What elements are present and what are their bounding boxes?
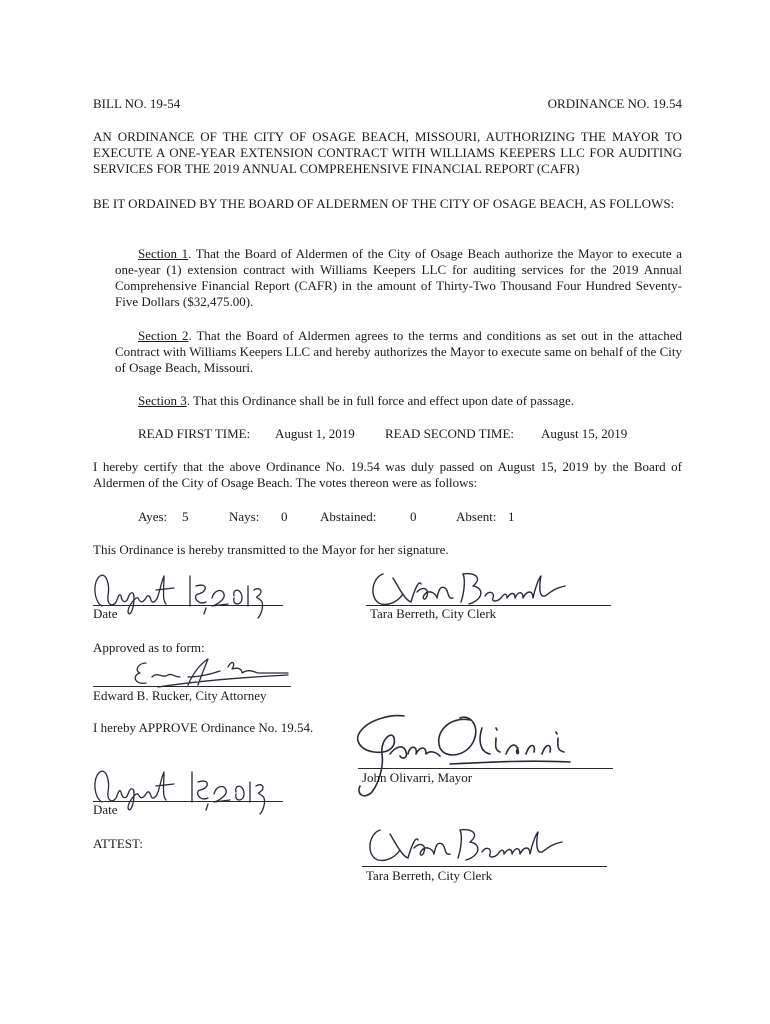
attorney-line — [93, 686, 291, 687]
abstained-count: 0 — [410, 509, 417, 524]
clerk-line-2 — [362, 866, 607, 867]
abstained-label: Abstained: — [320, 509, 377, 524]
nays-count: 0 — [281, 509, 288, 524]
section-2-text: . That the Board of Aldermen agrees to the terms and conditions as set out in the attached Contract with Williams Keepers LLC and hereby authorizes the Mayor to execute same on behalf of the City of Osage Beach, Missouri. — [115, 328, 682, 375]
date-line-2 — [93, 801, 283, 802]
certification-text: I hereby certify that the above Ordinance No. 19.54 was duly passed on August 15, 2019 by the Board of Aldermen of the City of Osage Beach. The votes thereon were as follows: — [93, 459, 682, 490]
section-1 — [115, 246, 682, 310]
read-second-date: August 15, 2019 — [541, 426, 628, 441]
clerk-name-2: Tara Berreth, City Clerk — [366, 868, 493, 883]
attorney-signature — [128, 655, 298, 689]
read-first-label: READ FIRST TIME: — [138, 426, 251, 441]
read-first-date: August 1, 2019 — [275, 426, 355, 441]
nays-label: Nays: — [229, 509, 260, 524]
mayor-name: John Olivarri, Mayor — [362, 770, 473, 785]
section-1-label: Section 1 — [138, 246, 189, 261]
section-1-text: . That the Board of Aldermen of the City of Osage Beach authorize the Mayor to execute a one-year (1) extension contract with Williams Keepers LLC for auditing services for the 2019 Annual Comprehensive Financial Report (CAFR) in the amount of Thirty-Two Thousand Four Hundred Seventy-Five Dollars ($32,475.00). — [115, 246, 683, 309]
absent-count: 1 — [508, 509, 515, 524]
section-3-text: . That this Ordinance shall be in full force and effect upon date of passage. — [186, 393, 574, 408]
attest-label: ATTEST: — [93, 836, 143, 851]
attorney-name: Edward B. Rucker, City Attorney — [93, 688, 267, 703]
bill-number: BILL NO. 19-54 — [93, 96, 181, 111]
ordinance-number: ORDINANCE NO. 19.54 — [547, 96, 682, 111]
approved-as-to-form-label: Approved as to form: — [93, 640, 205, 655]
mayor-line — [358, 768, 613, 769]
ayes-label: Ayes: — [138, 509, 168, 524]
date-line-1 — [93, 605, 283, 606]
section-2-label: Section 2 — [138, 328, 189, 343]
read-second-label: READ SECOND TIME: — [385, 426, 515, 441]
approve-statement: I hereby APPROVE Ordinance No. 19.54. — [93, 720, 314, 735]
transmittal-text: This Ordinance is hereby transmitted to the Mayor for her signature. — [93, 542, 449, 557]
absent-label: Absent: — [456, 509, 497, 524]
ordinance-title: AN ORDINANCE OF THE CITY OF OSAGE BEACH, MISSOURI, AUTHORIZING THE MAYOR TO EXECUTE A ONE-YEAR EXTENSION CONTRACT WITH WILLIAMS KEEPERS LLC FOR AUDITING SERVICES FOR THE 2019 ANNUAL COMPREHENSIVE FINANCIAL REPORT (CAFR) — [93, 129, 682, 176]
date-label-2: Date — [93, 802, 118, 817]
enacting-clause: BE IT ORDAINED BY THE BOARD OF ALDERMEN OF THE CITY OF OSAGE BEACH, AS FOLLOWS: — [93, 196, 675, 211]
date-label-1: Date — [93, 606, 118, 621]
clerk-signature-2 — [362, 822, 572, 870]
section-3-label: Section 3 — [138, 393, 187, 408]
mayor-signature — [350, 710, 580, 802]
ayes-count: 5 — [182, 509, 189, 524]
section-2 — [115, 328, 682, 376]
section-3 — [138, 393, 574, 409]
clerk-name-1: Tara Berreth, City Clerk — [370, 606, 497, 621]
